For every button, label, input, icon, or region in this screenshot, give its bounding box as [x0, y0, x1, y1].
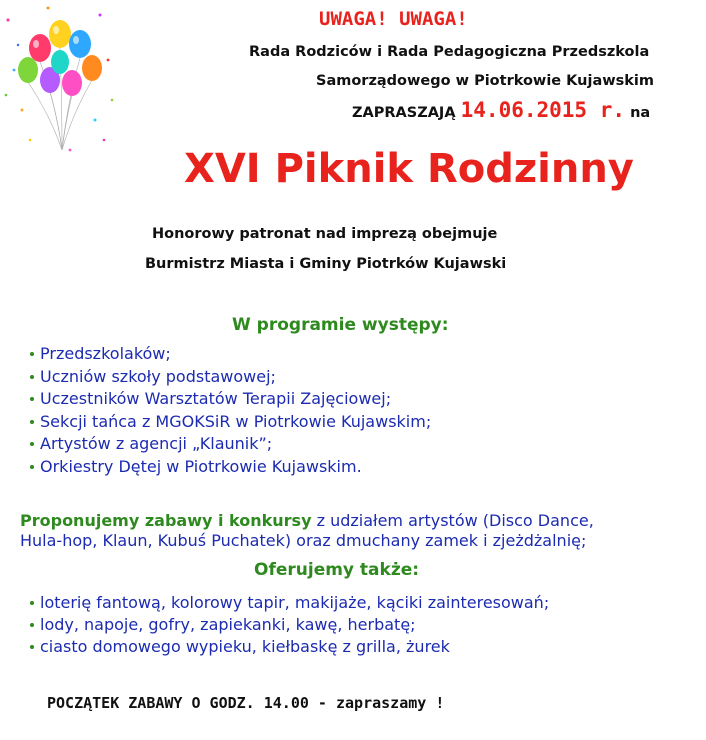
list-item: Przedszkolaków;: [28, 343, 431, 366]
invite-prefix: ZAPRASZAJĄ: [352, 105, 456, 121]
organizer-line-1: Rada Rodziców i Rada Pedagogiczna Przedszkola: [249, 44, 650, 60]
program-heading: W programie występy:: [232, 315, 449, 335]
balloons-image: [0, 0, 120, 160]
alert-heading: UWAGA! UWAGA!: [319, 8, 468, 30]
games-rest: z udziałem artystów (Disco Dance,: [311, 511, 594, 530]
offer-heading: Oferujemy także:: [254, 560, 420, 580]
list-item: lody, napoje, gofry, zapiekanki, kawę, herbatę;: [28, 614, 549, 636]
games-line-2: Hula-hop, Klaun, Kubuś Puchatek) oraz dmuchany zamek i zjeżdżalnię;: [20, 531, 587, 550]
list-item: ciasto domowego wypieku, kiełbaskę z grilla, żurek: [28, 636, 549, 658]
event-title: XVI Piknik Rodzinny: [184, 146, 634, 192]
invite-line: [352, 98, 650, 122]
patronage-line-2: Burmistrz Miasta i Gminy Piotrków Kujawski: [145, 256, 507, 272]
invite-suffix: na: [630, 105, 651, 121]
offer-list: [28, 592, 549, 658]
games-line-1: [20, 511, 594, 530]
list-item: Uczestników Warsztatów Terapii Zajęciowej;: [28, 388, 431, 411]
organizer-line-2: Samorządowego w Piotrkowie Kujawskim: [316, 73, 654, 89]
start-time-footer: POCZĄTEK ZABAWY O GODZ. 14.00 - zapraszamy !: [47, 694, 445, 712]
patronage-line-1: Honorowy patronat nad imprezą obejmuje: [152, 226, 498, 242]
list-item: loterię fantową, kolorowy tapir, makijaże, kąciki zainteresowań;: [28, 592, 549, 614]
list-item: Sekcji tańca z MGOKSiR w Piotrkowie Kujawskim;: [28, 411, 431, 434]
program-list: [28, 343, 431, 478]
games-lead: Proponujemy zabawy i konkursy: [20, 511, 312, 530]
list-item: Artystów z agencji „Klaunik”;: [28, 433, 431, 456]
event-date: 14.06.2015 r.: [460, 98, 626, 122]
list-item: Uczniów szkoły podstawowej;: [28, 366, 431, 389]
list-item: Orkiestry Dętej w Piotrkowie Kujawskim.: [28, 456, 431, 479]
